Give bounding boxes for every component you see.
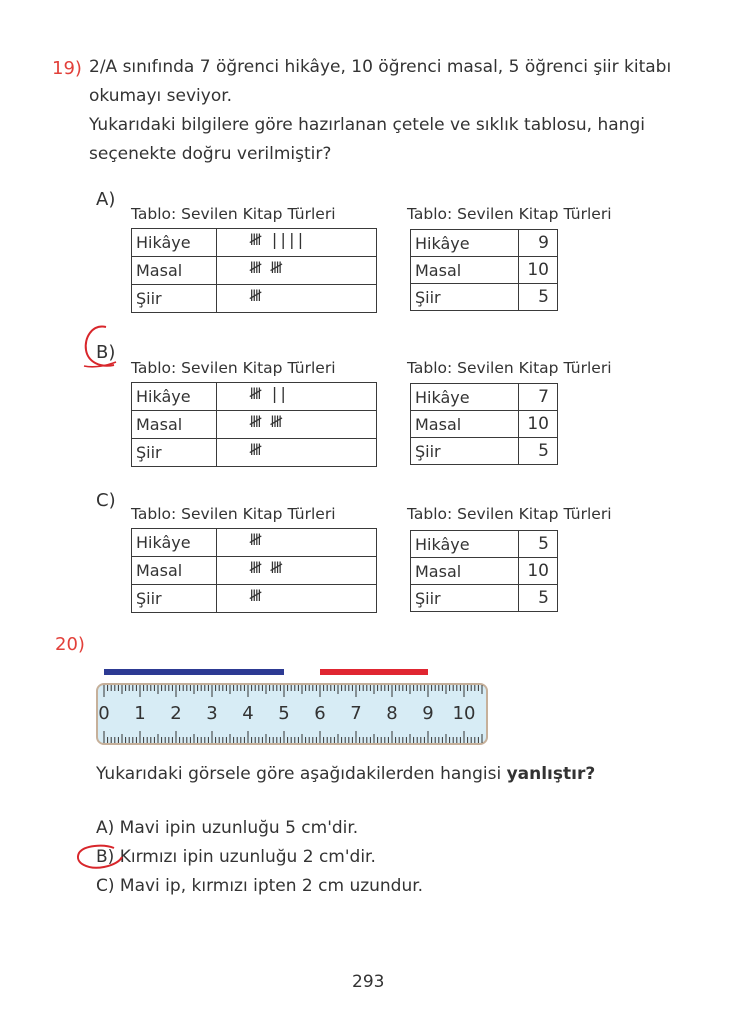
red-string [320, 669, 428, 675]
ruler-number: 3 [206, 703, 218, 724]
question-19-line-3: Yukarıdaki bilgilere göre hazırlanan çetele ve sıklık tablosu, hangi [89, 115, 645, 135]
ruler-number: 1 [134, 703, 146, 724]
tally-marks: 𝍸 𝍸 [217, 257, 377, 285]
table-row [132, 439, 377, 467]
table-row [132, 529, 377, 557]
table-row [132, 585, 377, 613]
question-19-line-2: okumayı seviyor. [89, 86, 233, 106]
pen-circle-mark [74, 843, 124, 873]
row-name: Masal [132, 411, 217, 439]
tally-marks: 𝍸 [217, 285, 377, 313]
row-frequency: 5 [519, 438, 558, 465]
row-name: Şiir [132, 585, 217, 613]
question-19-number: 19) [52, 58, 82, 79]
ruler-number: 8 [386, 703, 398, 724]
row-name: Masal [132, 257, 217, 285]
ruler [96, 683, 488, 745]
row-name: Hikâye [132, 383, 217, 411]
option-b-tally-table [131, 382, 377, 467]
row-name: Hikâye [132, 529, 217, 557]
table-row [411, 585, 558, 612]
row-name: Hikâye [411, 384, 519, 411]
row-frequency: 10 [519, 257, 558, 284]
row-frequency: 5 [519, 531, 558, 558]
row-name: Masal [411, 257, 519, 284]
option-c-label: C) [96, 490, 116, 511]
row-name: Şiir [411, 585, 519, 612]
row-name: Hikâye [132, 229, 217, 257]
table-row [411, 531, 558, 558]
ruler-number: 7 [350, 703, 362, 724]
option-c-tally-title: Tablo: Sevilen Kitap Türleri [131, 505, 336, 523]
row-name: Hikâye [411, 531, 519, 558]
option-b-label: B) [96, 342, 116, 363]
row-frequency: 10 [519, 558, 558, 585]
row-name: Masal [411, 411, 519, 438]
question-20-text [96, 760, 595, 789]
row-frequency: 7 [519, 384, 558, 411]
option-b-freq-title: Tablo: Sevilen Kitap Türleri [407, 359, 612, 377]
ruler-number: 9 [422, 703, 434, 724]
ruler-number: 10 [452, 703, 476, 724]
option-b-freq-table [410, 383, 558, 465]
ruler-number: 2 [170, 703, 182, 724]
tally-marks: 𝍸 [217, 439, 377, 467]
tally-marks: 𝍸 [217, 585, 377, 613]
option-a-tally-table [131, 228, 377, 313]
row-name: Şiir [132, 285, 217, 313]
row-name: Hikâye [411, 230, 519, 257]
table-row [411, 384, 558, 411]
row-frequency: 5 [519, 284, 558, 311]
option-c-freq-title: Tablo: Sevilen Kitap Türleri [407, 505, 612, 523]
answer-a: A) Mavi ipin uzunluğu 5 cm'dir. [96, 818, 359, 838]
tally-marks: 𝍸 || [217, 383, 377, 411]
question-20-number: 20) [55, 634, 85, 655]
ruler-number: 6 [314, 703, 326, 724]
table-row [132, 557, 377, 585]
option-c-freq-table [410, 530, 558, 612]
row-name: Şiir [411, 284, 519, 311]
page-number: 293 [352, 972, 385, 992]
option-a-tally-title: Tablo: Sevilen Kitap Türleri [131, 205, 336, 223]
row-name: Masal [132, 557, 217, 585]
row-name: Şiir [411, 438, 519, 465]
table-row [411, 558, 558, 585]
option-a-freq-table [410, 229, 558, 311]
table-row [411, 230, 558, 257]
option-c-tally-table [131, 528, 377, 613]
answer-c: C) Mavi ip, kırmızı ipten 2 cm uzundur. [96, 876, 424, 896]
question-19-line-1: 2/A sınıfında 7 öğrenci hikâye, 10 öğrenci masal, 5 öğrenci şiir kitabı [89, 57, 672, 77]
option-a-freq-title: Tablo: Sevilen Kitap Türleri [407, 205, 612, 223]
tally-marks: 𝍸 |||| [217, 229, 377, 257]
ruler-number: 4 [242, 703, 254, 724]
question-20-prefix: Yukarıdaki görsele göre aşağıdakilerden hangisi [96, 764, 502, 784]
table-row [132, 257, 377, 285]
table-row [132, 411, 377, 439]
ruler-number: 0 [98, 703, 110, 724]
question-20-bold-word: yanlıştır? [506, 764, 596, 784]
row-frequency: 9 [519, 230, 558, 257]
table-row [411, 257, 558, 284]
table-row [132, 229, 377, 257]
tally-marks: 𝍸 𝍸 [217, 411, 377, 439]
row-name: Şiir [132, 439, 217, 467]
table-row [411, 438, 558, 465]
table-row [411, 284, 558, 311]
row-frequency: 5 [519, 585, 558, 612]
table-row [132, 285, 377, 313]
row-name: Masal [411, 558, 519, 585]
table-row [132, 383, 377, 411]
tally-marks: 𝍸 𝍸 [217, 557, 377, 585]
option-b-tally-title: Tablo: Sevilen Kitap Türleri [131, 359, 336, 377]
table-row [411, 411, 558, 438]
answer-b: B) Kırmızı ipin uzunluğu 2 cm'dir. [96, 847, 376, 867]
row-frequency: 10 [519, 411, 558, 438]
blue-string [104, 669, 284, 675]
tally-marks: 𝍸 [217, 529, 377, 557]
option-a-label: A) [96, 189, 116, 210]
ruler-number: 5 [278, 703, 290, 724]
question-19-line-4: seçenekte doğru verilmiştir? [89, 144, 332, 164]
